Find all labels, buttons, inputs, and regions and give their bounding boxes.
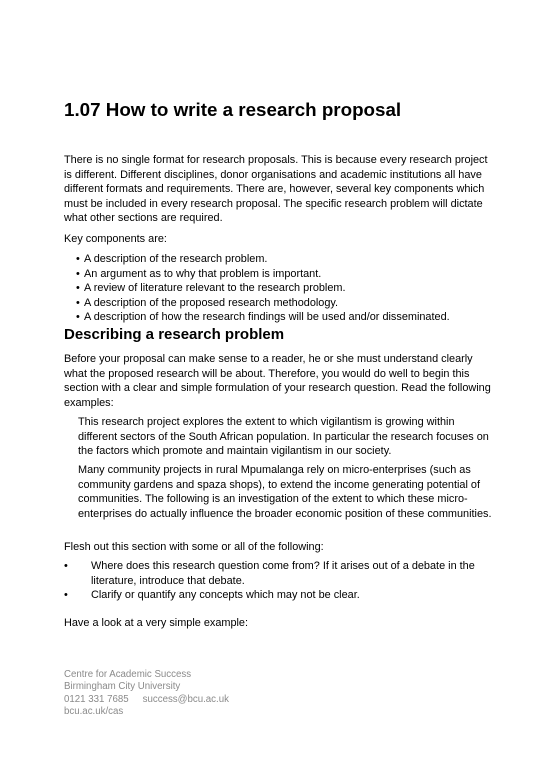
list-item (64, 281, 494, 296)
flesh-out-intro: Flesh out this section with some or all of the following: (64, 541, 324, 553)
list-item (64, 310, 494, 325)
list-item (64, 252, 494, 267)
bullet-icon (64, 559, 68, 574)
key-components-heading: Key components are: (64, 233, 167, 245)
example-quote-1: This research project explores the extent to which vigilantism is growing within different sectors of the South African population. In particular the research focuses on the factors which promote and maintain vigilantism in our society. (78, 416, 489, 457)
flesh-out-list (64, 559, 494, 603)
list-item-text: Where does this research question come from? If it arises out of a debate in the literature, introduce that debate. (91, 560, 475, 587)
bullet-icon (76, 281, 80, 296)
section-heading: Describing a research problem (64, 326, 285, 343)
list-item-text: An argument as to why that problem is important. (84, 267, 322, 280)
bullet-icon (64, 588, 68, 603)
footer-phone: 0121 331 7685 (64, 693, 129, 705)
list-item (64, 559, 494, 588)
bullet-icon (76, 267, 80, 282)
example-quote-2: Many community projects in rural Mpumalanga rely on micro-enterprises (such as community gardens and spaza shops), to extend the income generating potential of communities. The following is an investigation of the extent to which these micro-enterprises do actually influence the broader economic position of these communities. (78, 464, 492, 520)
footer-org: Centre for Academic Success (64, 669, 192, 680)
footer-university: Birmingham City University (64, 681, 181, 693)
section-paragraph: Before your proposal can make sense to a reader, he or she must understand clearly what the proposed research will be about. Therefore, you would do well to begin this section with a clear and simple formulation of your research question. Read the following examples: (64, 353, 491, 409)
bullet-icon (76, 310, 80, 325)
bullet-icon (76, 296, 80, 311)
footer-email[interactable]: success@bcu.ac.uk (142, 693, 229, 705)
bullet-icon (76, 252, 80, 267)
list-item (64, 267, 494, 282)
footer (64, 669, 229, 719)
list-item-text: A description of how the research findings will be used and/or disseminated. (84, 311, 450, 323)
key-components-list (64, 252, 494, 325)
footer-contact (64, 694, 229, 706)
closing-line: Have a look at a very simple example: (64, 617, 249, 629)
list-item-text: A review of literature relevant to the research problem. (84, 282, 346, 294)
list-item (64, 296, 494, 311)
footer-website[interactable]: bcu.ac.uk/cas (64, 706, 124, 718)
list-item (64, 588, 494, 603)
list-item-text: A description of the proposed research methodology. (84, 296, 339, 309)
intro-paragraph: There is no single format for research proposals. This is because every research project is different. Different disciplines, donor organisations and academic institutions all have different formats and requirements. There are, however, several key components which must be included in every research proposal. The specific research problem will dictate what other sections are required. (64, 154, 488, 224)
list-item-text: A description of the research problem. (84, 253, 268, 265)
page-title: 1.07 How to write a research proposal (64, 99, 402, 120)
list-item-text: Clarify or quantify any concepts which may not be clear. (91, 589, 360, 601)
